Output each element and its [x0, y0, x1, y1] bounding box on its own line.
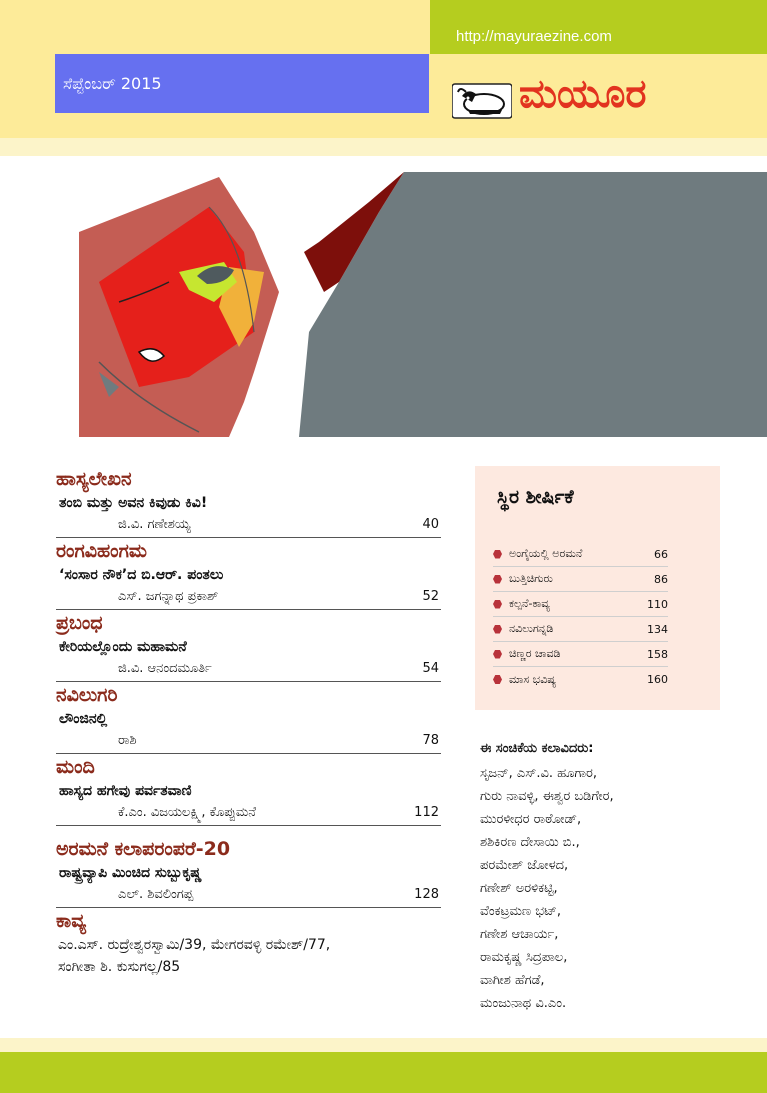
fixed-column-label: ಅಂಗೈಯಲ್ಲಿ ಅರಮನೆ	[509, 547, 583, 560]
artist-name: ಮುರಳೀಧರ ರಾಠೋಡ್,	[480, 812, 582, 827]
issue-date: ಸೆಪ್ಟೆಂಬರ್ 2015	[63, 74, 162, 93]
artist-name: ಮಂಜುನಾಥ ವಿ.ಎಂ.	[480, 996, 567, 1011]
artists-section	[480, 738, 740, 1015]
contents-list	[56, 466, 446, 978]
article-byline	[56, 586, 441, 610]
page-number: 86	[654, 572, 668, 586]
page-number: 66	[654, 547, 668, 561]
article-author: ಕೆ.ಎಂ. ವಿಜಯಲಕ್ಷ್ಮಿ, ಕೊಪ್ಪುಮನೆ	[118, 805, 256, 820]
fixed-column-label: ಬುತ್ತಿಚಿಗುರು	[509, 572, 553, 585]
category-heading: ಪ್ರಬಂಧ	[56, 612, 103, 634]
artist-name: ವಾಗೀಶ ಹೆಗಡೆ,	[480, 973, 545, 988]
poets-list	[56, 934, 456, 978]
artist-name: ರಾಮಕೃಷ್ಣ ಸಿದ್ರಪಾಲ,	[480, 950, 568, 965]
artist-name: ವೆಂಕಟ್ರಮಣ ಭಟ್,	[480, 904, 561, 919]
hexagon-bullet-icon	[493, 575, 502, 584]
artist-name: ಪರಮೇಶ್ ಜೋಳದ,	[480, 858, 569, 873]
page-number: 112	[414, 805, 439, 820]
artist-name: ಶಶಿಕಿರಣ ದೇಸಾಯಿ ಬಿ.,	[480, 835, 580, 850]
article-byline	[56, 658, 441, 682]
fixed-column-item[interactable]	[493, 542, 668, 567]
fixed-column-label: ಕಲ್ಪನೆ-ಕಾವ್ಯ	[509, 597, 550, 610]
poets-line: ಎಂ.ಎಸ್. ರುದ್ರೇಶ್ವರಸ್ವಾಮಿ/39, ಮೇಗರವಳ್ಳಿ ರಮೇಶ್/77,	[58, 937, 331, 953]
article-title[interactable]: ತಂಬಿ ಮತ್ತು ಅವನ ಕಿವುಡು ಕಿವಿ!	[59, 495, 208, 511]
poets-line: ಸಂಗೀತಾ ಶಿ. ಕುಸುಗಲ್ಲ/85	[58, 959, 181, 975]
article-byline	[56, 802, 441, 826]
artist-name: ಗಣೇಶ್ ಅರಳಿಕಟ್ಟಿ,	[480, 881, 558, 896]
website-link[interactable]: http://mayuraezine.com	[456, 28, 612, 45]
article-title[interactable]: ಲೌಂಜಿನಲ್ಲಿ	[59, 711, 108, 727]
page-number: 160	[647, 673, 668, 686]
header-strip	[0, 138, 767, 156]
article-author: ರಾಶಿ	[118, 733, 137, 748]
fixed-column-item[interactable]	[493, 567, 668, 592]
hexagon-bullet-icon	[493, 600, 502, 609]
article-byline	[56, 730, 441, 754]
article-title[interactable]: ಕೇರಿಯಲ್ಲೊಂದು ಮಹಾಮನೆ	[59, 639, 187, 655]
page-number: 40	[422, 517, 439, 532]
category-heading: ನವಿಲುಗರಿ	[56, 684, 118, 706]
page-number: 158	[647, 647, 668, 661]
magazine-logo: ಮಯೂರ	[519, 71, 647, 117]
artists-list	[480, 762, 740, 1015]
fixed-column-item[interactable]	[493, 592, 668, 617]
category-heading: ಅರಮನೆ ಕಲಾಪರಂಪರೆ-20	[56, 838, 231, 860]
article-title[interactable]: ‘ಸಂಸಾರ ನೌಕ’ದ ಬಿ.ಆರ್. ಪಂತಲು	[59, 567, 224, 583]
fixed-columns-box	[475, 466, 720, 710]
article-byline	[56, 884, 441, 908]
buffalo-logo-icon	[452, 80, 512, 120]
fixed-column-label: ಮಾಸ ಭವಿಷ್ಯ	[509, 672, 557, 686]
category-heading: ಹಾಸ್ಯಲೇಖನ	[56, 468, 132, 490]
fixed-column-item[interactable]	[493, 617, 668, 642]
article-author: ಎಲ್. ಶಿವಲಿಂಗಪ್ಪ	[118, 887, 194, 902]
category-heading: ರಂಗವಿಹಂಗಮ	[56, 540, 147, 562]
page-number: 52	[422, 589, 439, 604]
hexagon-bullet-icon	[493, 675, 502, 684]
fixed-columns-list	[493, 542, 668, 692]
fixed-columns-title: ಸ್ಥಿರ ಶೀರ್ಷಿಕೆ	[497, 486, 574, 508]
footer-band	[0, 1052, 767, 1093]
url-bar	[430, 0, 767, 54]
artist-name: ಸೃಜನ್, ಎಸ್.ವಿ. ಹೂಗಾರ,	[480, 766, 598, 781]
fixed-column-item[interactable]	[493, 667, 668, 692]
page-number: 134	[647, 622, 668, 636]
page-number: 110	[647, 597, 668, 611]
page-number: 78	[422, 733, 439, 748]
artist-name: ಗಣೇಶ ಆಚಾರ್ಯ,	[480, 927, 559, 942]
section-gap	[56, 826, 446, 836]
artist-name: ಗುರು ನಾವಳ್ಳಿ, ಈಶ್ವರ ಬಡಿಗೇರ,	[480, 789, 614, 804]
page-number: 128	[414, 887, 439, 902]
footer-strip	[0, 1038, 767, 1052]
fixed-column-label: ಚಿಣ್ಣರ ಚಾವಡಿ	[509, 647, 561, 660]
fixed-column-item[interactable]	[493, 642, 668, 667]
category-heading: ಕಾವ್ಯ	[56, 910, 87, 932]
page-number: 54	[422, 661, 439, 676]
article-author: ಎಸ್. ಜಗನ್ನಾಥ ಪ್ರಕಾಶ್	[118, 589, 219, 604]
article-byline	[56, 514, 441, 538]
article-author: ಜಿ.ವಿ. ಆನಂದಮೂರ್ತಿ	[118, 661, 212, 676]
cover-artwork	[79, 172, 767, 437]
hexagon-bullet-icon	[493, 550, 502, 559]
article-title[interactable]: ರಾಷ್ಟ್ರವ್ಯಾಪಿ ಮಿಂಚಿದ ಸುಬ್ಬುಕೃಷ್ಣ	[59, 865, 202, 881]
category-heading: ಮಂದಿ	[56, 756, 95, 778]
article-title[interactable]: ಹಾಸ್ಯದ ಹಗೇವು ಪರ್ವತವಾಣಿ	[59, 783, 192, 799]
hexagon-bullet-icon	[493, 650, 502, 659]
article-author: ಜಿ.ವಿ. ಗಣೇಶಯ್ಯ	[118, 517, 191, 532]
hexagon-bullet-icon	[493, 625, 502, 634]
artists-heading: ಈ ಸಂಚಿಕೆಯ ಕಲಾವಿದರು:	[480, 741, 594, 756]
fixed-column-label: ನವಿಲುಗನ್ನಡಿ	[509, 622, 554, 635]
